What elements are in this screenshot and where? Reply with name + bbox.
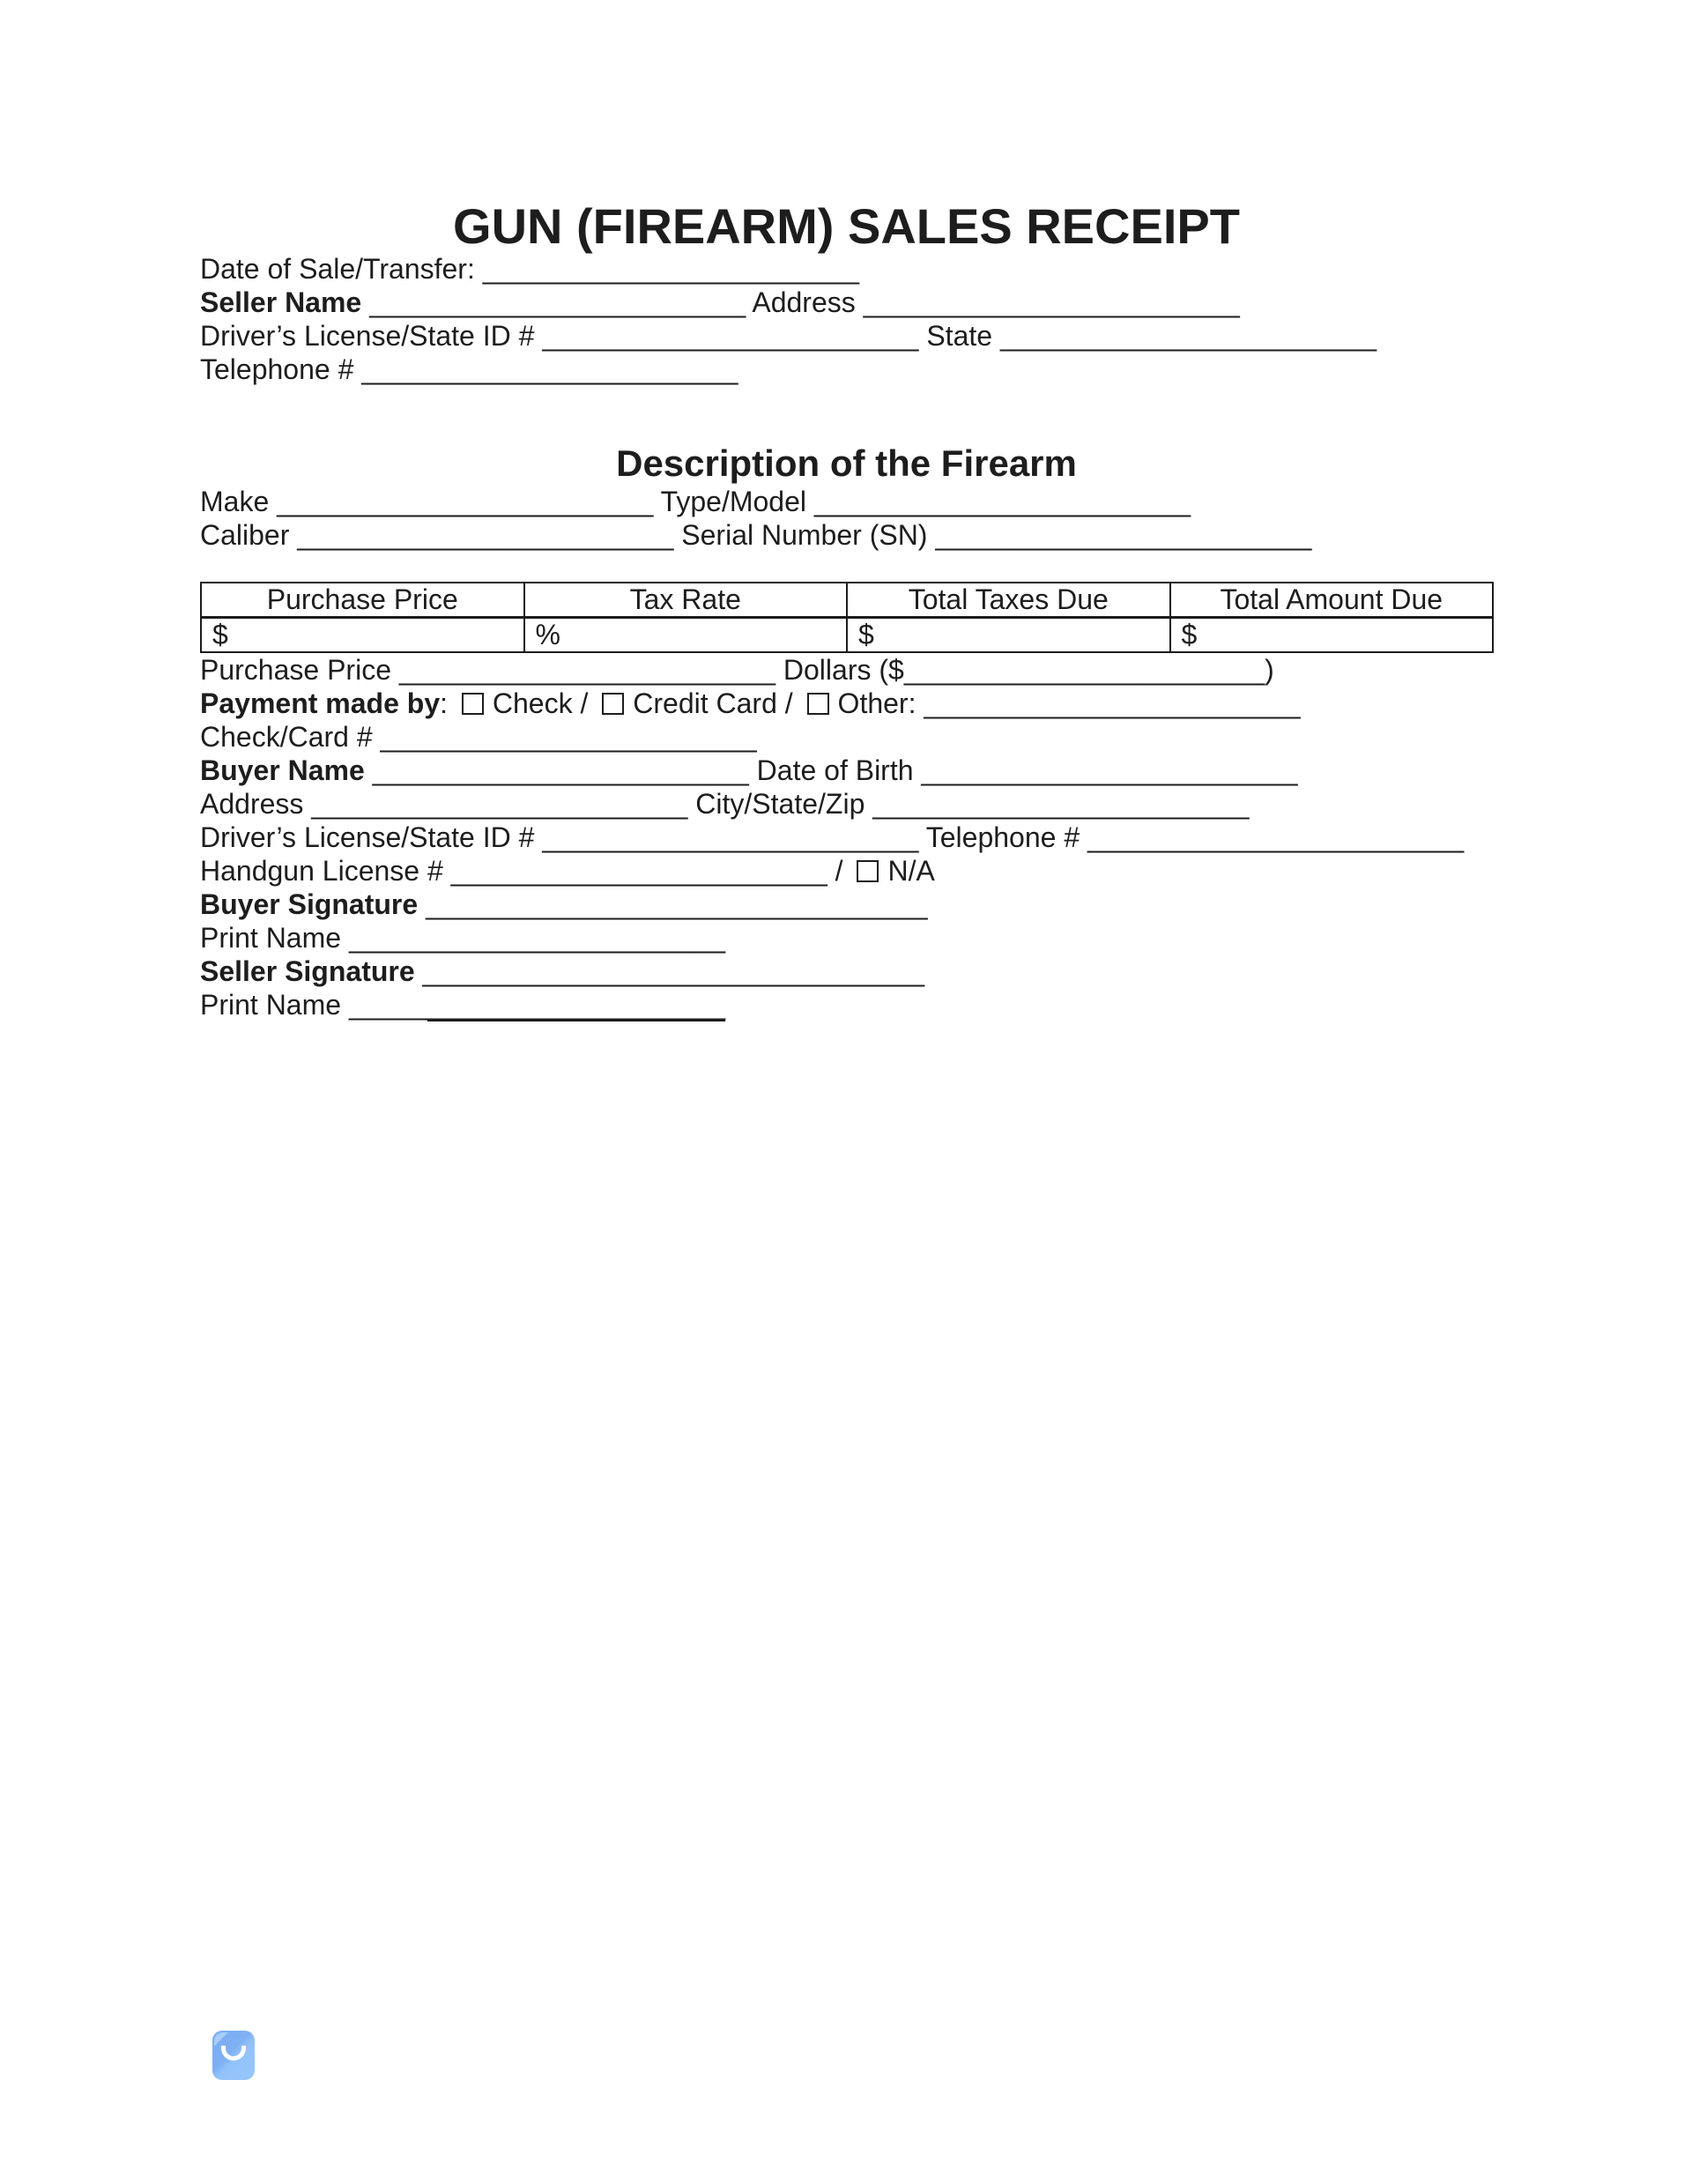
total-taxes-due-header: Total Taxes Due bbox=[847, 583, 1170, 618]
handgun-license-label: Handgun License # bbox=[200, 855, 451, 887]
close-paren: ) bbox=[1265, 654, 1274, 686]
city-state-zip-blank[interactable]: ________________________ bbox=[872, 788, 1250, 820]
seller-telephone-blank[interactable]: ________________________ bbox=[361, 353, 738, 385]
page-title: GUN (FIREARM) SALES RECEIPT bbox=[453, 198, 1240, 254]
credit-card-checkbox[interactable] bbox=[602, 693, 624, 715]
firearm-info-block bbox=[200, 485, 1493, 552]
seller-print-name-blank[interactable] bbox=[349, 989, 725, 1021]
eforms-logo-icon bbox=[212, 2031, 255, 2080]
dollars-label: Dollars ($ bbox=[776, 654, 904, 686]
serial-number-blank[interactable]: ________________________ bbox=[935, 519, 1312, 551]
total-amount-due-cell[interactable]: $ bbox=[1170, 618, 1494, 653]
buyer-license-blank[interactable]: ________________________ bbox=[542, 821, 919, 853]
buyer-telephone-blank[interactable]: ________________________ bbox=[1087, 821, 1465, 853]
seller-license-blank[interactable]: ________________________ bbox=[542, 320, 919, 352]
buyer-telephone-label: Telephone # bbox=[918, 821, 1088, 853]
buyer-signature-blank[interactable]: ________________________________ bbox=[426, 888, 928, 920]
buyer-address-label: Address bbox=[200, 788, 312, 820]
na-checkbox[interactable] bbox=[857, 860, 879, 882]
document-content bbox=[200, 0, 1493, 1021]
payment-colon: : bbox=[440, 687, 456, 719]
seller-print-name-blank-plain: _____ bbox=[348, 989, 427, 1021]
date-of-birth-blank[interactable]: ________________________ bbox=[921, 754, 1298, 786]
price-table-header-row bbox=[201, 583, 1493, 618]
payment-block bbox=[200, 687, 1493, 754]
buyer-license-label: Driver’s License/State ID # bbox=[200, 821, 543, 853]
type-model-label: Type/Model bbox=[653, 486, 814, 517]
price-table-value-row bbox=[201, 618, 1493, 653]
seller-signature-block bbox=[200, 955, 1493, 1021]
handgun-slash: / bbox=[827, 855, 851, 887]
seller-name-blank[interactable]: ________________________ bbox=[369, 286, 746, 318]
seller-info-block bbox=[200, 286, 1493, 386]
total-taxes-due-cell[interactable]: $ bbox=[847, 618, 1170, 653]
seller-telephone-label: Telephone # bbox=[200, 353, 362, 385]
dollars-amount-blank[interactable]: _______________________ bbox=[903, 654, 1265, 686]
purchase-price-header: Purchase Price bbox=[201, 583, 524, 618]
serial-number-label: Serial Number (SN) bbox=[673, 519, 936, 551]
city-state-zip-label: City/State/Zip bbox=[687, 788, 873, 820]
payment-made-by-label: Payment made by bbox=[200, 687, 441, 719]
seller-license-label: Driver’s License/State ID # bbox=[200, 320, 543, 352]
seller-print-name-blank-doubled: ___________________ bbox=[427, 989, 726, 1021]
smile-icon bbox=[221, 2046, 246, 2061]
check-card-number-blank[interactable]: ________________________ bbox=[380, 721, 757, 753]
seller-signature-label: Seller Signature bbox=[200, 955, 423, 987]
buyer-print-name-blank[interactable]: ________________________ bbox=[348, 922, 726, 954]
tax-rate-header: Tax Rate bbox=[524, 583, 848, 618]
make-label: Make bbox=[200, 486, 278, 517]
seller-name-label: Seller Name bbox=[200, 286, 370, 318]
date-of-sale-label: Date of Sale/Transfer: bbox=[200, 253, 483, 285]
caliber-label: Caliber bbox=[200, 519, 298, 551]
seller-address-label: Address bbox=[746, 286, 864, 318]
seller-signature-blank[interactable]: ________________________________ bbox=[422, 955, 925, 987]
seller-address-blank[interactable]: ________________________ bbox=[863, 286, 1240, 318]
tax-rate-cell[interactable]: % bbox=[524, 618, 848, 653]
check-card-number-label: Check/Card # bbox=[200, 721, 381, 753]
handgun-license-blank[interactable]: ________________________ bbox=[450, 855, 827, 887]
seller-state-blank[interactable]: ________________________ bbox=[999, 320, 1377, 352]
date-of-sale-line bbox=[200, 252, 1493, 286]
seller-print-name-label: Print Name bbox=[200, 989, 349, 1021]
buyer-signature-block bbox=[200, 888, 1493, 955]
credit-card-option-label: Credit Card / bbox=[633, 687, 801, 719]
firearm-description-heading: Description of the Firearm bbox=[616, 442, 1077, 484]
page-fold-icon bbox=[214, 2032, 228, 2047]
purchase-price-words-line bbox=[200, 653, 1493, 687]
buyer-info-block bbox=[200, 754, 1493, 888]
other-option-label: Other: bbox=[837, 687, 924, 719]
check-checkbox[interactable] bbox=[462, 693, 484, 715]
caliber-blank[interactable]: ________________________ bbox=[297, 519, 674, 551]
type-model-blank[interactable]: ________________________ bbox=[813, 486, 1191, 517]
other-payment-blank[interactable]: ________________________ bbox=[924, 687, 1301, 719]
purchase-price-words-blank[interactable]: ________________________ bbox=[398, 654, 776, 686]
other-checkbox[interactable] bbox=[807, 693, 829, 715]
purchase-price-cell[interactable]: $ bbox=[201, 618, 524, 653]
purchase-price-words-label: Purchase Price bbox=[200, 654, 399, 686]
make-blank[interactable]: ________________________ bbox=[277, 486, 654, 517]
total-amount-due-header: Total Amount Due bbox=[1170, 583, 1494, 618]
price-table bbox=[200, 582, 1494, 653]
buyer-name-blank[interactable]: ________________________ bbox=[372, 754, 749, 786]
buyer-name-label: Buyer Name bbox=[200, 754, 373, 786]
check-option-label: Check / bbox=[492, 687, 597, 719]
date-of-sale-blank[interactable]: ________________________ bbox=[482, 253, 859, 285]
buyer-print-name-label: Print Name bbox=[200, 922, 349, 954]
buyer-signature-label: Buyer Signature bbox=[200, 888, 427, 920]
date-of-birth-label: Date of Birth bbox=[748, 754, 922, 786]
buyer-address-blank[interactable]: ________________________ bbox=[311, 788, 688, 820]
seller-state-label: State bbox=[918, 320, 1000, 352]
na-label: N/A bbox=[887, 855, 935, 887]
